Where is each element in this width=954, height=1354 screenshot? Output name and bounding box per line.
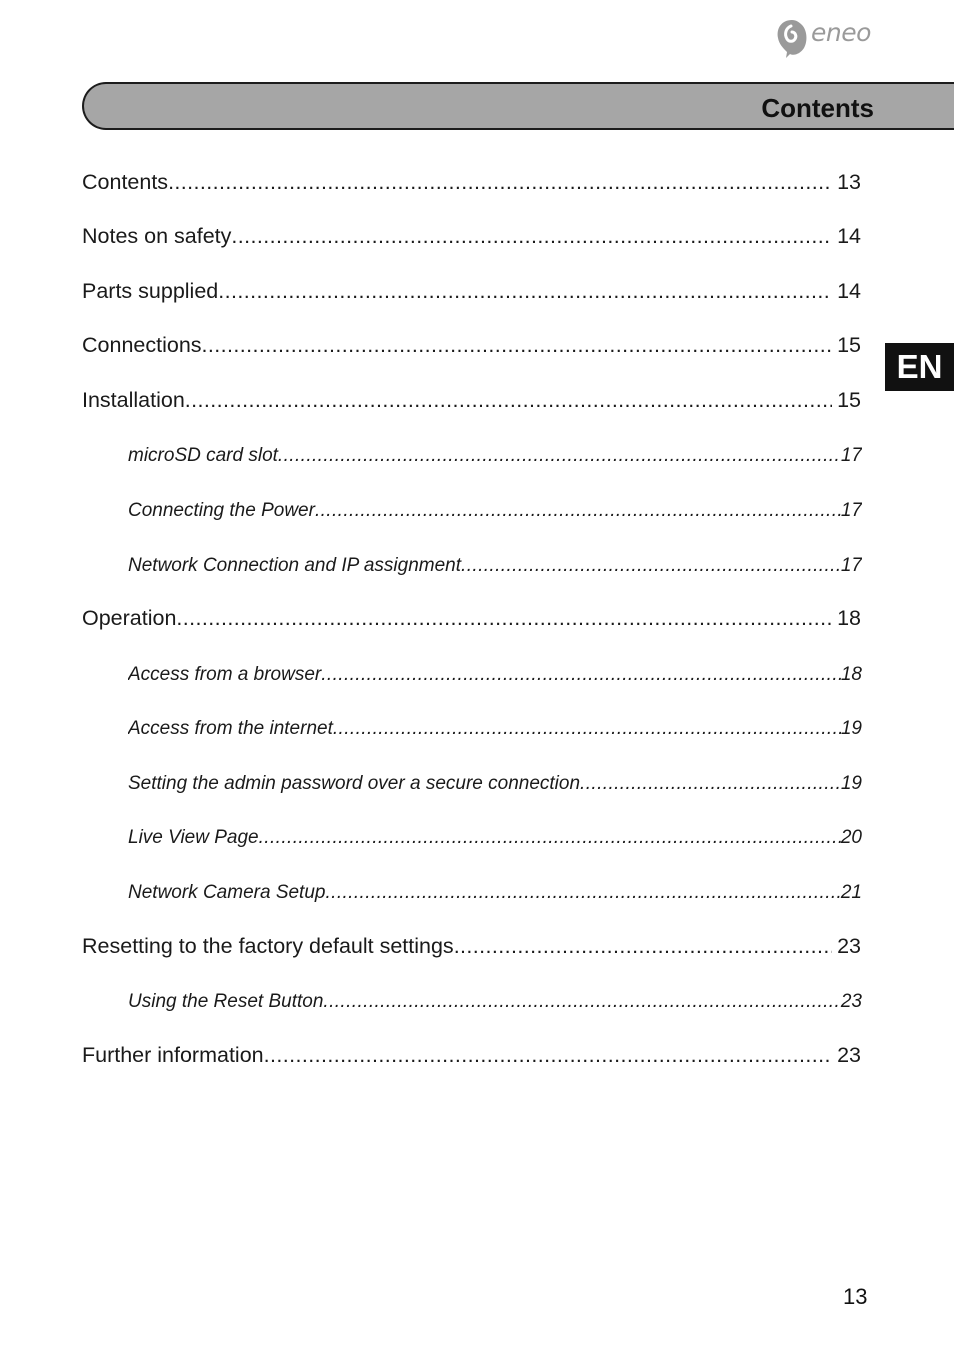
brand-name: eneo xyxy=(811,18,871,47)
toc-entry-label: Installation xyxy=(82,388,185,412)
toc-entry-label: Network Connection and IP assignment xyxy=(128,555,462,576)
toc-entry-label: Operation xyxy=(82,606,177,630)
toc-entry-page: 18 xyxy=(840,664,862,685)
page-number: 13 xyxy=(843,1284,868,1309)
toc-leader-dots xyxy=(231,224,832,249)
toc-leader-dots xyxy=(264,1043,832,1068)
toc-entry-label: Contents xyxy=(82,170,169,194)
toc-entry-label: Live View Page xyxy=(128,827,259,848)
toc-entry-label: Resetting to the factory default settings xyxy=(82,934,454,958)
toc-entry-label: Using the Reset Button xyxy=(128,991,324,1012)
toc-entry-page: 23 xyxy=(840,991,862,1012)
toc-subentry[interactable] xyxy=(128,827,862,849)
toc-entry-label: Network Camera Setup xyxy=(128,882,326,903)
toc-entry-page: 17 xyxy=(840,555,862,576)
toc-entry-label: Notes on safety xyxy=(82,224,232,248)
toc-entry-page: 14 xyxy=(837,224,861,248)
toc-entry-page: 13 xyxy=(837,170,861,194)
toc-entry-page: 15 xyxy=(837,388,861,412)
toc-entry-page: 19 xyxy=(840,718,862,739)
toc-leader-dots xyxy=(185,388,832,413)
toc-entry[interactable] xyxy=(82,1043,861,1068)
toc-entry-label: Further information xyxy=(82,1043,264,1067)
toc-leader-dots xyxy=(323,991,840,1013)
toc-leader-dots xyxy=(461,555,841,577)
toc-subentry[interactable] xyxy=(128,773,862,795)
toc-entry-page: 23 xyxy=(837,1043,861,1067)
toc-leader-dots xyxy=(259,827,841,849)
toc-entry-page: 18 xyxy=(837,606,861,630)
toc-entry[interactable] xyxy=(82,224,861,249)
toc-entry-page: 14 xyxy=(837,279,861,303)
toc-entry[interactable] xyxy=(82,170,861,195)
toc-leader-dots xyxy=(580,773,841,795)
toc-entry-label: microSD card slot xyxy=(128,445,278,466)
toc-entry-page: 17 xyxy=(840,500,862,521)
toc-leader-dots xyxy=(202,333,833,358)
toc-entry-label: Access from a browser xyxy=(128,664,322,685)
toc-leader-dots xyxy=(333,718,841,740)
toc-entry-label: Parts supplied xyxy=(82,279,219,303)
toc-entry-page: 15 xyxy=(837,333,861,357)
toc-entry-page: 21 xyxy=(840,882,862,903)
toc-entry-label: Setting the admin password over a secure connection xyxy=(128,773,581,794)
toc-entry-page: 19 xyxy=(840,773,862,794)
eneo-logo-icon xyxy=(774,16,810,60)
toc-subentry[interactable] xyxy=(128,718,862,740)
toc-leader-dots xyxy=(168,170,832,195)
toc-leader-dots xyxy=(278,445,841,467)
toc-subentry[interactable] xyxy=(128,555,862,577)
brand-logo xyxy=(774,16,884,60)
toc-leader-dots xyxy=(321,664,841,686)
toc-subentry[interactable] xyxy=(128,500,862,522)
toc-entry-page: 23 xyxy=(837,934,861,958)
toc-subentry[interactable] xyxy=(128,445,862,467)
toc-entry[interactable] xyxy=(82,333,861,358)
toc-subentry[interactable] xyxy=(128,882,862,904)
toc-entry[interactable] xyxy=(82,388,861,413)
toc-entry[interactable] xyxy=(82,279,861,304)
toc-leader-dots xyxy=(325,882,840,904)
title-bar xyxy=(82,82,954,130)
toc-entry-label: Connecting the Power xyxy=(128,500,315,521)
toc-subentry[interactable] xyxy=(128,664,862,686)
toc-entry[interactable] xyxy=(82,934,861,959)
toc-leader-dots xyxy=(454,934,832,959)
page-title: Contents xyxy=(761,93,874,123)
language-tab: EN xyxy=(885,343,954,391)
toc-leader-dots xyxy=(315,500,841,522)
toc-entry-page: 20 xyxy=(840,827,862,848)
toc-subentry[interactable] xyxy=(128,991,862,1013)
toc-entry-page: 17 xyxy=(840,445,862,466)
toc-leader-dots xyxy=(218,279,832,304)
toc-entry-label: Connections xyxy=(82,333,202,357)
toc-leader-dots xyxy=(176,606,832,631)
toc-entry[interactable] xyxy=(82,606,861,631)
toc-entry-label: Access from the internet xyxy=(128,718,333,739)
